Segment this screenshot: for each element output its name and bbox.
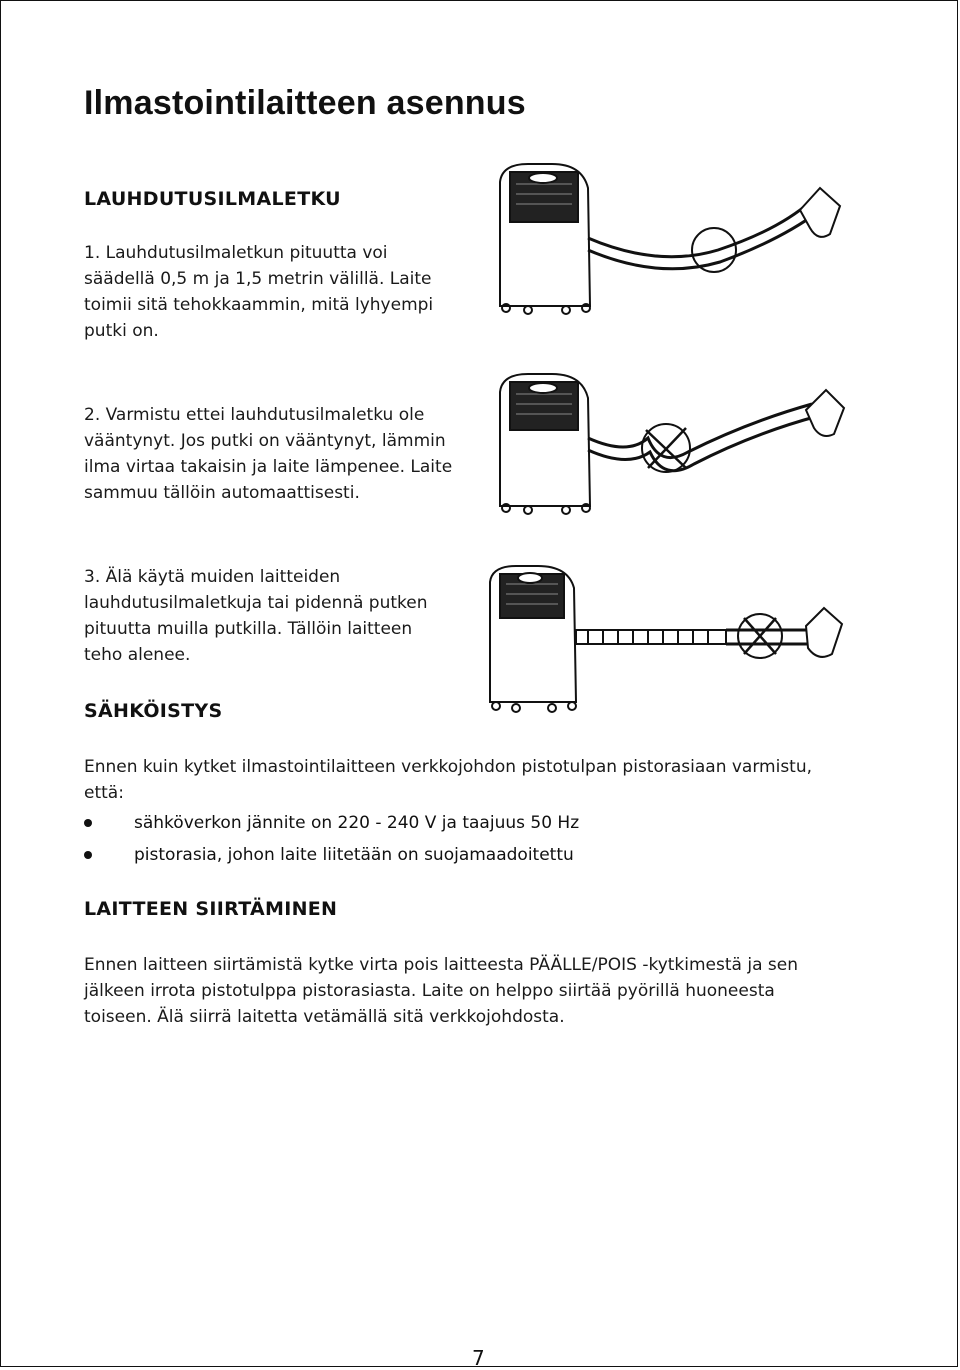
page-title: Ilmastointilaitteen asennus [84, 84, 526, 122]
item-3-line: 3. Älä käytä muiden laitteiden [84, 567, 341, 587]
item-3-line: teho alenee. [84, 645, 191, 665]
moving-line: jälkeen irrota pistotulppa pistorasiasta. Laite on helppo siirtää pyörillä huoneesta [84, 981, 775, 1001]
bullet-dot-icon [84, 851, 92, 859]
item-2-line: sammuu tällöin automaattisesti. [84, 483, 360, 503]
item-2-line: vääntynyt. Jos putki on vääntynyt, lämmin [84, 431, 446, 451]
condenser-hose-item-2 [84, 402, 474, 506]
bullet-dot-icon [84, 819, 92, 827]
bullet-text: pistorasia, johon laite liitetään on suojamaadoitettu [134, 845, 574, 865]
condenser-hose-item-3 [84, 564, 474, 668]
item-1-line: 1. Lauhdutusilmaletkun pituutta voi [84, 243, 388, 263]
electrical-intro-line: Ennen kuin kytket ilmastointilaitteen verkkojohdon pistotulpan pistorasiaan varmistu, [84, 757, 813, 777]
section-heading-condenser-hose: LAUHDUTUSILMALETKU [84, 188, 341, 210]
moving-line: Ennen laitteen siirtämistä kytke virta pois laitteesta PÄÄLLE/POIS -kytkimestä ja sen [84, 955, 798, 975]
item-1-line: toimii sitä tehokkaammin, mitä lyhyempi [84, 295, 434, 315]
item-1-line: säädellä 0,5 m ja 1,5 metrin välillä. Laite [84, 269, 432, 289]
air-conditioner-hose-correct-illustration [488, 158, 868, 328]
item-3-line: lauhdutusilmaletkuja tai pidennä putken [84, 593, 428, 613]
moving-line: toiseen. Älä siirrä laitetta vetämällä sitä verkkojohdosta. [84, 1007, 565, 1027]
item-2-line: 2. Varmistu ettei lauhdutusilmaletku ole [84, 405, 425, 425]
moving-paragraph [84, 952, 884, 1030]
section-heading-electrical: SÄHKÖISTYS [84, 700, 223, 722]
air-conditioner-hose-kinked-crossed-illustration [488, 368, 868, 523]
page-number: 7 [472, 1346, 485, 1370]
section-heading-moving: LAITTEEN SIIRTÄMINEN [84, 898, 338, 920]
bullet-text: sähköverkon jännite on 220 - 240 V ja taajuus 50 Hz [134, 813, 580, 833]
item-3-line: pituutta muilla putkilla. Tällöin laitteen [84, 619, 413, 639]
item-2-line: ilma virtaa takaisin ja laite lämpenee. Laite [84, 457, 453, 477]
electrical-intro-line: että: [84, 783, 124, 803]
air-conditioner-hose-extended-crossed-illustration [478, 560, 868, 720]
item-1-line: putki on. [84, 321, 159, 341]
condenser-hose-item-1 [84, 240, 474, 344]
electrical-intro [84, 754, 884, 806]
